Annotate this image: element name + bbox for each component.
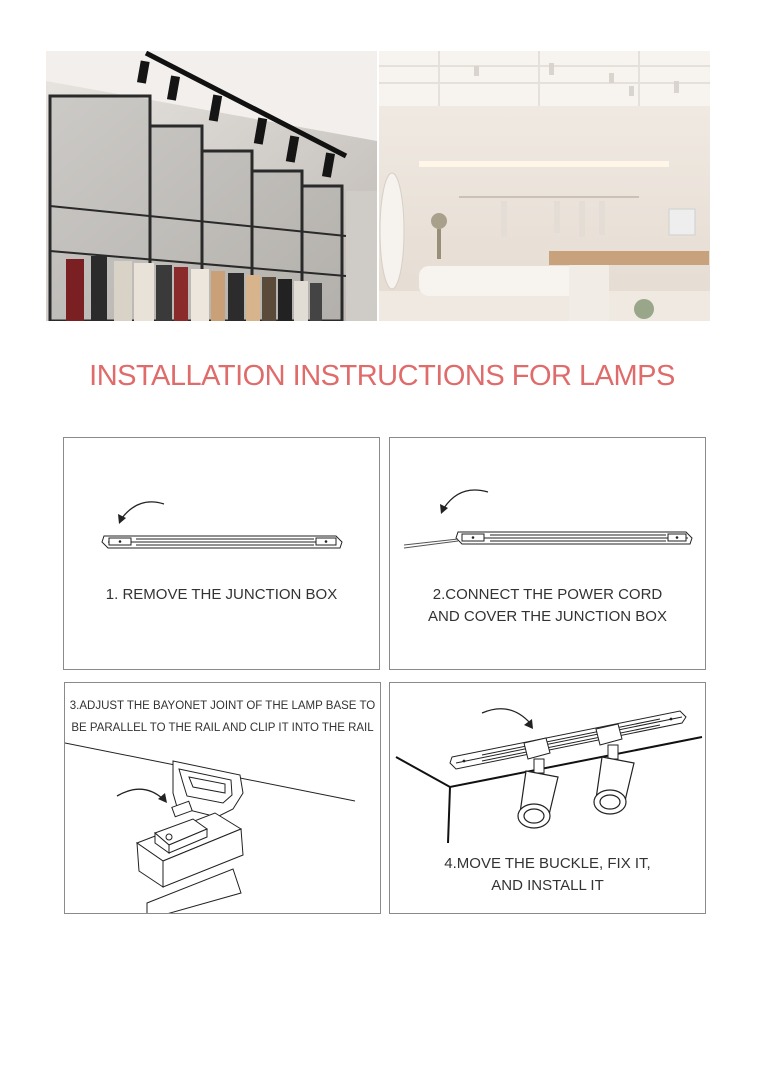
bayonet-diagram-step-3 <box>65 683 380 913</box>
step-2-panel <box>389 437 706 670</box>
store-photo-clothing <box>46 51 377 321</box>
caption-line: AND COVER THE JUNCTION BOX <box>428 608 667 625</box>
arrow-icon <box>158 793 167 803</box>
arrow-icon <box>440 504 448 514</box>
caption-line: 4.MOVE THE BUCKLE, FIX IT, <box>444 855 651 872</box>
rail-diagram-step-2 <box>390 438 705 669</box>
step-1-panel <box>63 437 380 670</box>
caption-line: 1. REMOVE THE JUNCTION BOX <box>105 586 338 603</box>
page-title: INSTALLATION INSTRUCTIONS FOR LAMPS <box>89 360 675 392</box>
caption-line: 2.CONNECT THE POWER CORD <box>432 586 663 603</box>
caption-line: 3.ADJUST THE BAYONET JOINT OF THE LAMP BASE TO <box>69 700 376 712</box>
step-4-panel <box>389 682 706 914</box>
rail-diagram-step-1 <box>64 438 379 669</box>
caption-line: AND INSTALL IT <box>491 877 604 894</box>
caption-line: BE PARALLEL TO THE RAIL AND CLIP IT INTO THE RAIL <box>71 722 374 734</box>
store-photo-showroom <box>379 51 710 321</box>
step-3-panel <box>64 682 381 914</box>
step-4-caption <box>390 853 705 897</box>
step-1-caption <box>64 584 379 606</box>
step-2-caption <box>390 584 705 628</box>
